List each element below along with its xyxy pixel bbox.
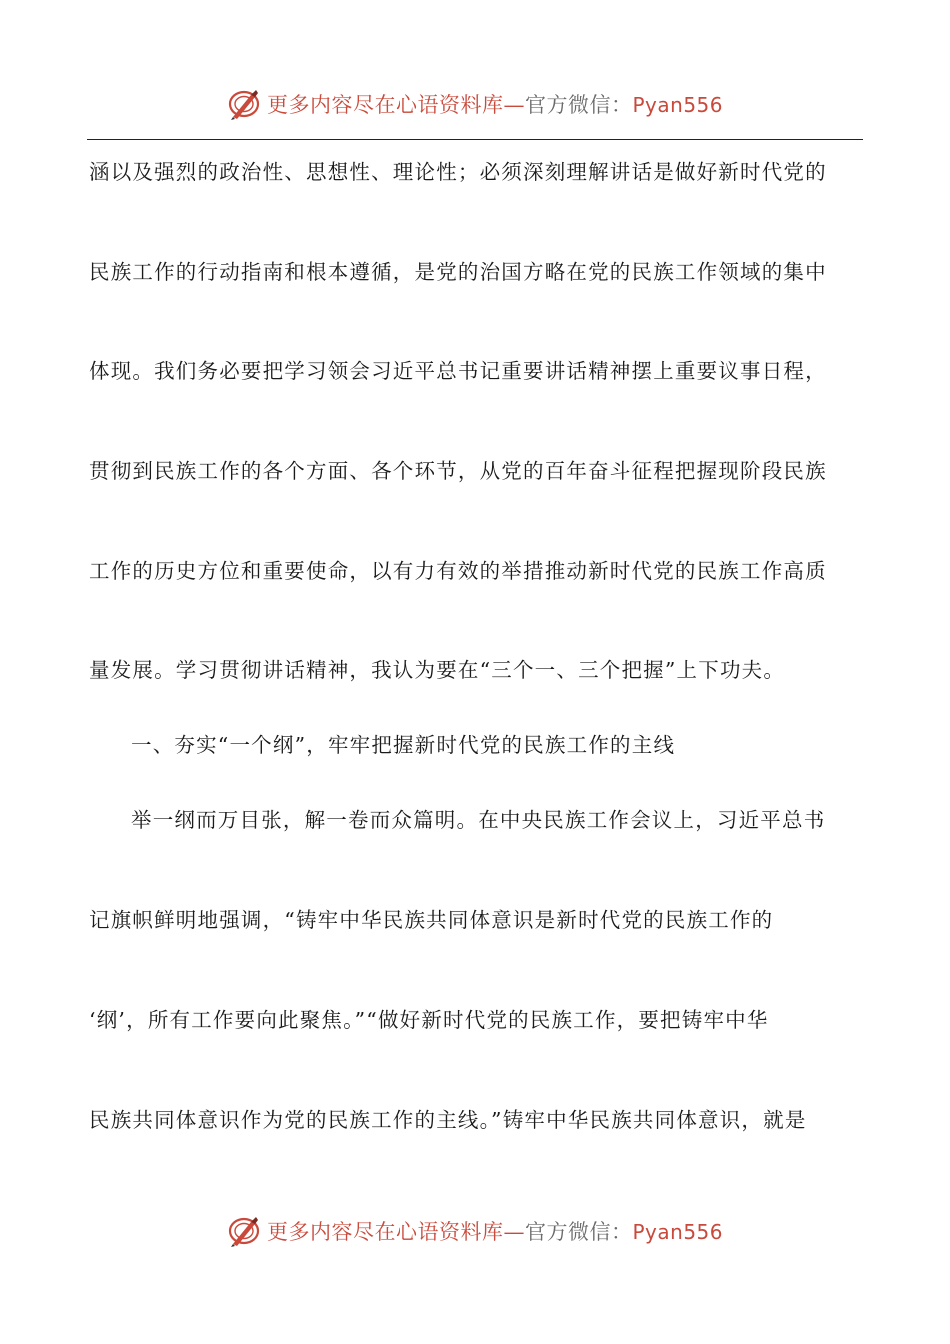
header-wechat-id: Pyan556 xyxy=(632,93,723,117)
pen-seal-logo-icon xyxy=(227,1214,261,1248)
header-banner xyxy=(0,84,950,124)
body-line: 工作的历史方位和重要使命，以有力有效的举措推动新时代党的民族工作高质 xyxy=(89,558,827,583)
header-dash: — xyxy=(503,93,525,117)
header-brand-text: 更多内容尽在心语资料库 xyxy=(266,93,504,117)
footer-wechat-id: Pyan556 xyxy=(632,1220,723,1244)
document-body xyxy=(89,150,849,1197)
body-line: 贯彻到民族工作的各个方面、各个环节，从党的百年奋斗征程把握现阶段民族 xyxy=(89,459,827,484)
body-line: 量发展。学习贯彻讲话精神，我认为要在“三个一、三个把握”上下功夫。 xyxy=(89,658,786,683)
section-line: 举一纲而万目张，解一卷而众篇明。在中央民族工作会议上，习近平总书 xyxy=(131,808,826,833)
footer-brand-text: 更多内容尽在心语资料库 xyxy=(266,1220,504,1244)
header-divider xyxy=(87,139,863,140)
header-banner-text xyxy=(267,89,723,119)
section-line: ‘纲’，所有工作要向此聚焦。”“做好新时代党的民族工作，要把铸牢中华 xyxy=(89,1007,769,1032)
footer-banner-text xyxy=(267,1216,723,1246)
body-line: 体现。我们务必要把学习领会习近平总书记重要讲话精神摆上重要议事日程， xyxy=(89,359,827,384)
pen-seal-logo-icon xyxy=(227,87,261,121)
section-heading: 一、夯实“一个纲”，牢牢把握新时代党的民族工作的主线 xyxy=(131,733,676,758)
section-line: 记旗帜鲜明地强调，“铸牢中华民族共同体意识是新时代党的民族工作的 xyxy=(89,908,774,933)
body-line: 民族工作的行动指南和根本遵循，是党的治国方略在党的民族工作领域的集中 xyxy=(89,259,827,284)
footer-wechat-label: 官方微信： xyxy=(524,1220,633,1244)
header-wechat-label: 官方微信： xyxy=(524,93,633,117)
footer-banner xyxy=(0,1211,950,1251)
footer-dash: — xyxy=(503,1220,525,1244)
section-line: 民族共同体意识作为党的民族工作的主线。”铸牢中华民族共同体意识，就是 xyxy=(89,1107,807,1132)
body-line: 涵以及强烈的政治性、思想性、理论性；必须深刻理解讲话是做好新时代党的 xyxy=(89,160,827,184)
